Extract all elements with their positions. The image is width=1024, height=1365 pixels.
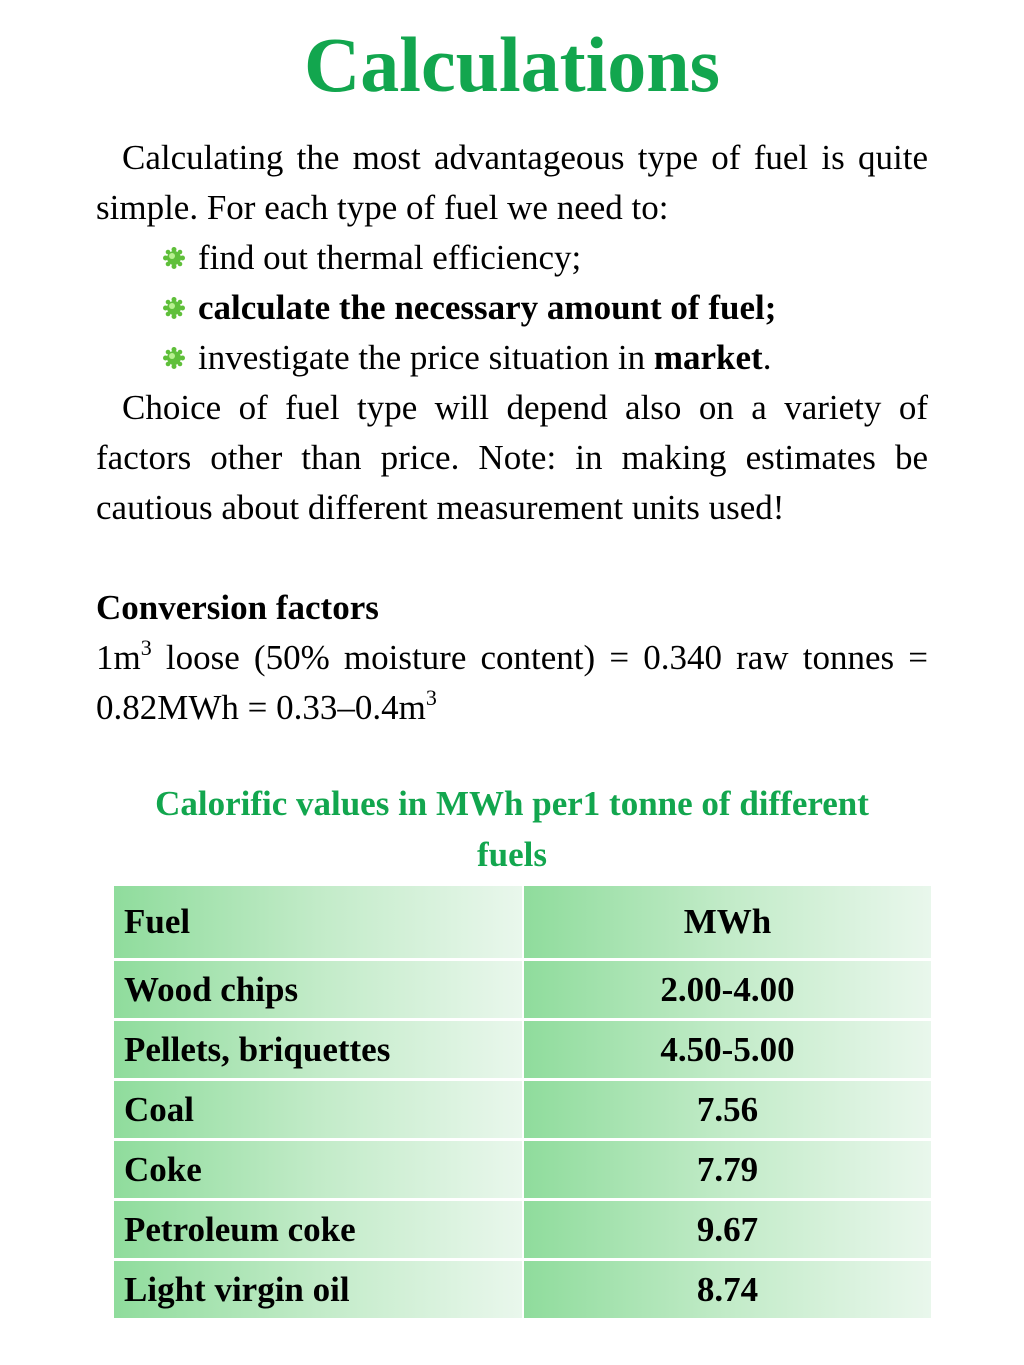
mwh-cell: 4.50-5.00 — [523, 1020, 931, 1080]
fuel-cell: Coke — [114, 1140, 523, 1200]
bullet-item — [162, 283, 942, 333]
calorific-table — [114, 886, 931, 1318]
fuel-cell: Petroleum coke — [114, 1200, 523, 1260]
bullet-icon — [162, 296, 186, 320]
conversion-heading: Conversion factors — [96, 588, 379, 627]
bullet-item — [162, 333, 942, 383]
mwh-cell: 8.74 — [523, 1260, 931, 1319]
page-title: Calculations — [303, 21, 721, 108]
fuel-cell: Wood chips — [114, 960, 523, 1020]
header-mwh: MWh — [523, 886, 931, 960]
mwh-cell: 7.56 — [523, 1080, 931, 1140]
mwh-cell: 2.00-4.00 — [523, 960, 931, 1020]
bullet-text: investigate the price situation in market. — [198, 338, 772, 377]
table-row — [114, 1140, 931, 1200]
table-header-row — [114, 886, 931, 960]
mwh-cell: 9.67 — [523, 1200, 931, 1260]
intro-paragraph: Calculating the most advantageous type of fuel is quite simple. For each type of fuel we need to: — [96, 138, 928, 227]
table-caption: Calorific values in MWh per1 tonne of different fuels — [155, 784, 869, 874]
bullet-icon — [162, 346, 186, 370]
table-row — [114, 1200, 931, 1260]
mwh-cell: 7.79 — [523, 1140, 931, 1200]
table-row — [114, 1020, 931, 1080]
table-row — [114, 1260, 931, 1319]
table-row — [114, 1080, 931, 1140]
fuel-cell: Light virgin oil — [114, 1260, 523, 1319]
choice-paragraph: Choice of fuel type will depend also on a variety of factors other than price. Note: in making estimates be cautious about different measurement units used! — [96, 388, 928, 527]
bullet-icon — [162, 246, 186, 270]
bullet-item — [162, 233, 942, 283]
fuel-cell: Pellets, briquettes — [114, 1020, 523, 1080]
bullet-list — [162, 233, 942, 383]
conversion-text: $1m^3$ loose (50% moisture content) = 0.340 raw tonnes = $0.82MWh = 0.33-0.4m^3$ — [96, 635, 928, 727]
bullet-text: find out thermal efficiency; — [198, 238, 582, 277]
header-fuel: Fuel — [114, 886, 523, 960]
bullet-text: calculate the necessary amount of fuel; — [198, 288, 777, 327]
table-row — [114, 960, 931, 1020]
fuel-cell: Coal — [114, 1080, 523, 1140]
